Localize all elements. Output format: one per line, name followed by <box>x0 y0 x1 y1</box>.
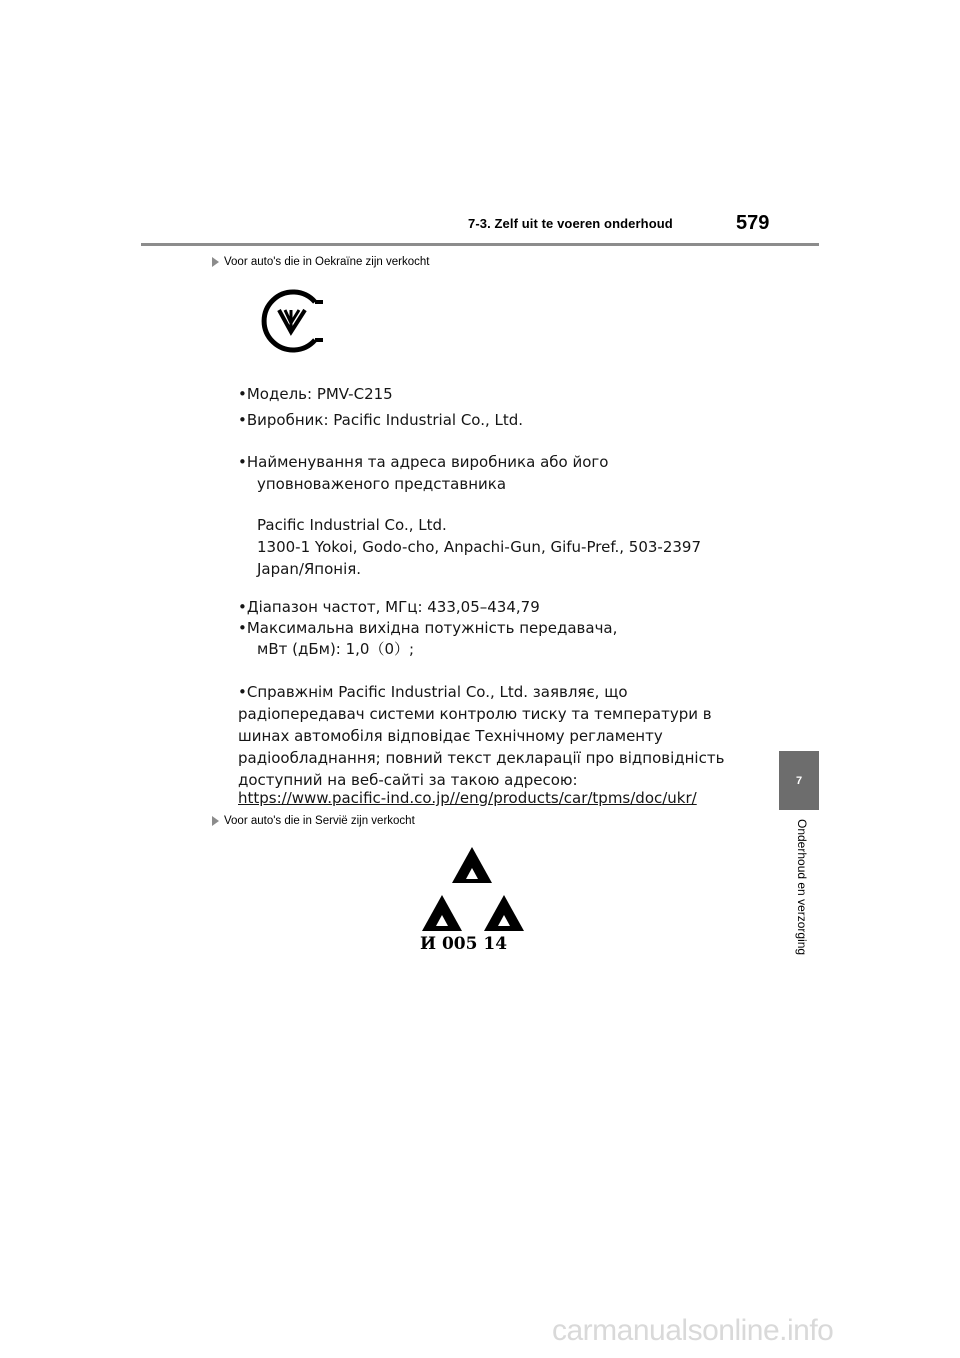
address-line: 1300-1 Yokoi, Godo-cho, Anpachi-Gun, Gifu-Pref., 503-2397 <box>257 538 702 556</box>
name-address-line-1: •Найменування та адреса виробника або його <box>238 453 609 471</box>
serbia-intro <box>212 815 415 827</box>
serbian-mark-text: И 005 14 <box>420 934 508 954</box>
chapter-number: 7 <box>795 774 803 787</box>
power-line-1: •Максимальна вихідна потужність передавача, <box>238 619 618 637</box>
company-line: Pacific Industrial Co., Ltd. <box>257 516 447 534</box>
declaration-url: https://www.pacific-ind.co.jp//eng/products/car/tpms/doc/ukr/ <box>238 789 697 807</box>
power-line-2: мВт (дБм): 1,0（0）; <box>257 640 415 658</box>
serbia-intro-text: Voor auto's die in Servië zijn verkocht <box>224 815 415 827</box>
declaration-line-3: шинах автомобіля відповідає Технічному регламенту <box>238 727 663 745</box>
side-tab <box>779 751 819 810</box>
manufacturer-line: •Виробник: Pacific Industrial Co., Ltd. <box>238 411 524 429</box>
declaration-line-1: •Справжнім Pacific Industrial Co., Ltd. заявляє, що <box>238 683 628 701</box>
ukrsepro-conformity-mark-icon <box>258 288 324 354</box>
chapter-label: Onderhoud en verzorging <box>795 819 809 956</box>
ukraine-intro <box>212 256 429 268</box>
declaration-line-5: доступний на веб-сайті за такою адресою: <box>238 771 578 789</box>
watermark: carmanualsonline.info <box>552 1314 834 1347</box>
country-line: Japan/Японія. <box>257 560 362 578</box>
header-section-title: 7-3. Zelf uit te voeren onderhoud <box>468 216 673 231</box>
triangle-bullet-icon <box>212 816 219 826</box>
ukraine-intro-text: Voor auto's die in Oekraïne zijn verkocht <box>224 256 430 268</box>
header-rule <box>141 243 819 246</box>
declaration-line-2: радіопередавач системи контролю тиску та температури в <box>238 705 712 723</box>
name-address-line-2: уповноваженого представника <box>257 475 507 493</box>
page-number: 579 <box>736 212 770 234</box>
declaration-line-4: радіообладнання; повний текст декларації про відповідність <box>238 749 725 767</box>
model-line: •Модель: PMV-C215 <box>238 385 393 403</box>
triangle-bullet-icon <box>212 257 219 267</box>
serbian-conformity-triangles-icon <box>416 843 528 935</box>
frequency-line: •Діапазон частот, МГц: 433,05–434,79 <box>238 598 540 616</box>
